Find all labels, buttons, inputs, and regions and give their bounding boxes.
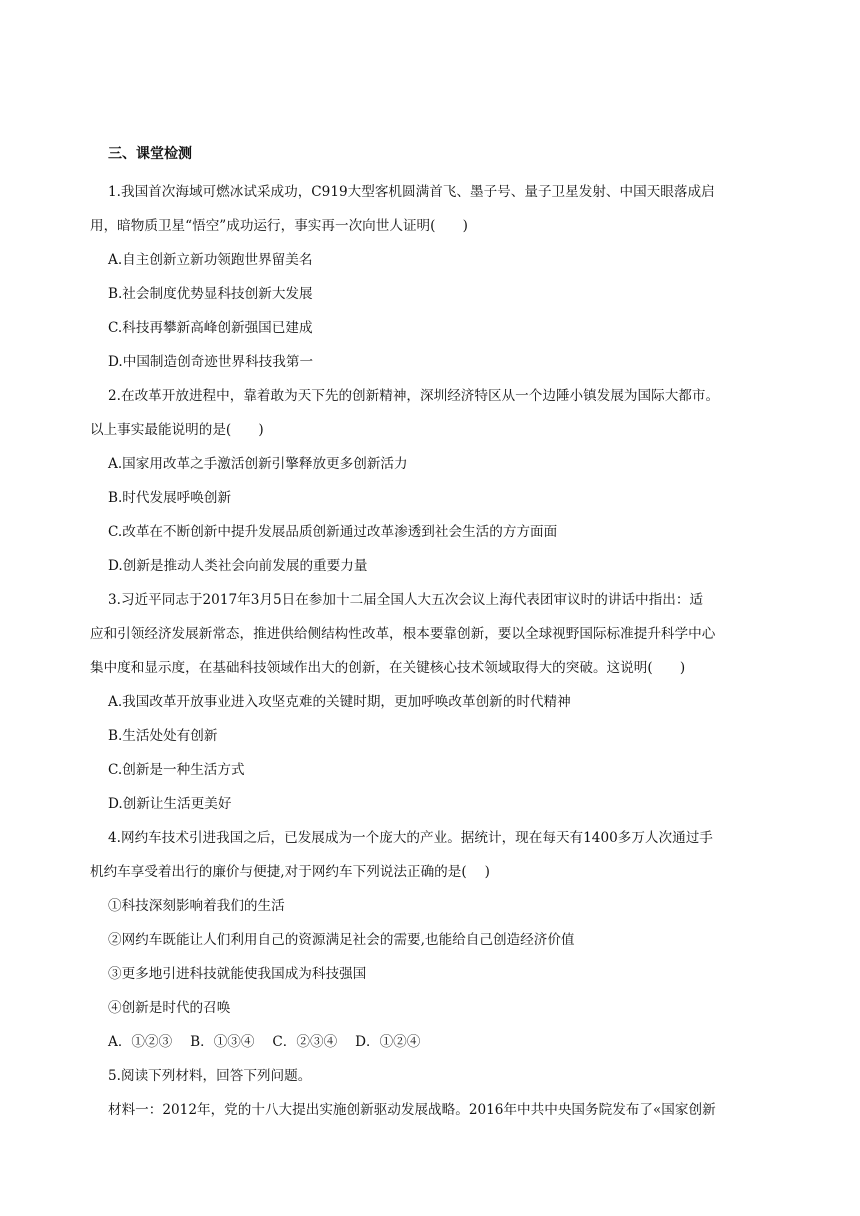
question-2-line-1: 2.在改革开放进程中，靠着敢为天下先的创新精神，深圳经济特区从一个边陲小镇发展为国际大都市。: [108, 388, 720, 404]
question-1-option-c: C.科技再攀新高峰创新强国已建成: [108, 320, 313, 336]
question-2-line-2: 以上事实最能说明的是( ): [90, 422, 264, 438]
question-5-line-1: 5.阅读下列材料，回答下列问题。: [108, 1068, 312, 1084]
question-4-item-4: ④创新是时代的召唤: [108, 1000, 231, 1016]
question-1-option-b: B.社会制度优势显科技创新大发展: [108, 286, 313, 302]
question-2-option-b: B.时代发展呼唤创新: [108, 490, 232, 506]
question-2-option-c: C.改革在不断创新中提升发展品质创新通过改革渗透到社会生活的方方面面: [108, 524, 558, 540]
question-4-answers: A．①②③ B．①③④ C．②③④ D．①②④: [108, 1034, 421, 1050]
question-2-option-a: A.国家用改革之手激活创新引擎释放更多创新活力: [108, 456, 408, 472]
section-title: 三、课堂检测: [108, 146, 192, 162]
question-1-line-1: 1.我国首次海域可燃冰试采成功，C919大型客机圆满首飞、墨子号、量子卫星发射、中国天眼落成启: [108, 184, 715, 200]
question-3-option-c: C.创新是一种生活方式: [108, 762, 245, 778]
document-body: [90, 142, 818, 1127]
question-5-material-1: 材料一：2012年，党的十八大提出实施创新驱动发展战略。2016年中共中央国务院发布了«国家创新: [108, 1102, 716, 1118]
question-3-option-a: A.我国改革开放事业进入攻坚克难的关键时期，更加呼唤改革创新的时代精神: [108, 694, 571, 710]
question-1-option-a: A.自主创新立新功领跑世界留美名: [108, 252, 313, 268]
question-3-option-d: D.创新让生活更美好: [108, 796, 232, 812]
question-4-item-2: ②网约车既能让人们利用自己的资源满足社会的需要,也能给自己创造经济价值: [108, 932, 575, 948]
question-5: [108, 1059, 818, 1127]
question-1: [90, 175, 818, 379]
question-4-line-2: 机约车享受着出行的廉价与便捷,对于网约车下列说法正确的是( ): [90, 864, 490, 880]
question-3-line-2: 应和引领经济发展新常态，推进供给侧结构性改革，根本要靠创新，要以全球视野国际标准提升科学中心: [90, 626, 716, 642]
question-3: [90, 583, 818, 821]
question-4-line-1: 4.网约车技术引进我国之后，已发展成为一个庞大的产业。据统计，现在每天有1400多万人次通过手: [108, 830, 713, 846]
question-1-option-d: D.中国制造创奇迹世界科技我第一: [108, 354, 314, 370]
question-2: [90, 379, 818, 583]
question-3-option-b: B.生活处处有创新: [108, 728, 218, 744]
question-4-item-1: ①科技深刻影响着我们的生活: [108, 898, 285, 914]
question-3-line-3: 集中度和显示度，在基础科技领域作出大的创新，在关键核心技术领域取得大的突破。这说明( ): [90, 660, 686, 676]
question-4: [90, 821, 818, 1059]
question-2-option-d: D.创新是推动人类社会向前发展的重要力量: [108, 558, 368, 574]
question-4-item-3: ③更多地引进科技就能使我国成为科技强国: [108, 966, 367, 982]
question-3-line-1: 3.习近平同志于2017年3月5日在参加十二届全国人大五次会议上海代表团审议时的讲话中指出：适: [108, 592, 704, 608]
question-1-line-2: 用，暗物质卫星“悟空”成功运行，事实再一次向世人证明( ): [90, 218, 468, 234]
